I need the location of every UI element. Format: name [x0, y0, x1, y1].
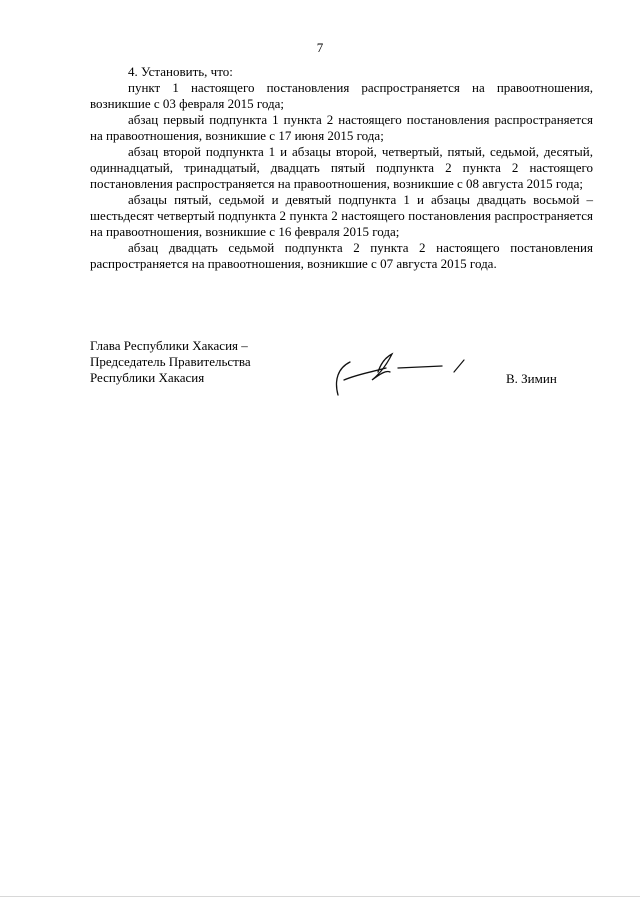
paragraph-effective-feb-16: абзацы пятый, седьмой и девятый подпункта 1 и абзацы двадцать восьмой – шестьдесят четвертый подпункта 2 пункта 2 настоящего постановления распространяется на правоотношения, возникшие с 16 февраля 2015 года; [90, 192, 593, 239]
document-body [90, 64, 593, 272]
signatory-title-line: Председатель Правительства [90, 354, 251, 369]
signatory-title [90, 338, 280, 386]
paragraph-effective-feb-03: пункт 1 настоящего постановления распространяется на правоотношения, возникшие с 03 февраля 2015 года; [90, 80, 593, 111]
handwritten-signature [330, 350, 480, 402]
page-bottom-rule [0, 896, 640, 897]
paragraph-effective-jun-17: абзац первый подпункта 1 пункта 2 настоящего постановления распространяется на правоотношения, возникшие с 17 июня 2015 года; [90, 112, 593, 143]
paragraph-item-4: 4. Установить, что: [128, 64, 233, 79]
paragraph-effective-aug-08: абзац второй подпункта 1 и абзацы второй, четвертый, пятый, седьмой, десятый, одиннадцатый, тринадцатый, двадцать пятый подпункта 2 пункта 2 настоящего постановления распространяется на правоотношения, возникшие с 08 августа 2015 года; [90, 144, 593, 191]
page-number: 7 [316, 40, 324, 55]
signatory-title-line: Глава Республики Хакасия – [90, 338, 248, 353]
signatory-title-line: Республики Хакасия [90, 370, 205, 385]
paragraph-effective-aug-07: абзац двадцать седьмой подпункта 2 пункта 2 настоящего постановления распространяется на правоотношения, возникшие с 07 августа 2015 года. [90, 240, 593, 271]
signatory-name: В. Зимин [506, 371, 557, 386]
